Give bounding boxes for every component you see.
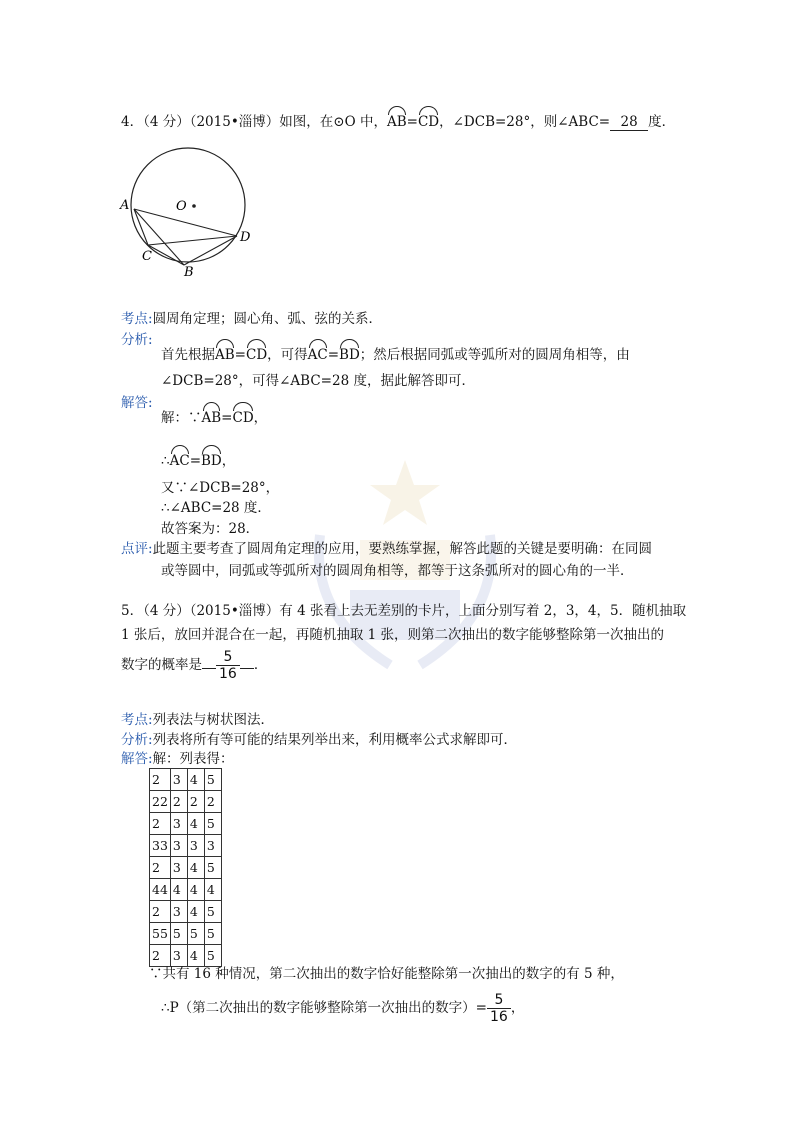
table-cell: 2	[150, 769, 171, 791]
table-cell: 5	[187, 923, 204, 945]
table-cell: 44	[150, 879, 171, 901]
q4-dianping-line2: 或等圆中，同弧或等弧所对的圆周角相等，都等于这条弧所对的圆心角的一半．	[161, 563, 634, 579]
table-cell: 5	[204, 857, 221, 879]
label-b: B	[184, 265, 194, 280]
table-cell: 4	[204, 879, 221, 901]
sol-fraction-numerator: 5	[487, 992, 511, 1009]
fenxi-arc-bd: BD	[339, 342, 360, 365]
q4-sol-line5: 故答案为：28．	[161, 521, 260, 537]
table-cell: 33	[150, 835, 171, 857]
label-a: A	[120, 198, 130, 213]
q5-line3-post: ．	[253, 657, 268, 673]
q4-arc-cd: CD	[418, 109, 439, 132]
q5-line3-pre: 数字的概率是	[121, 657, 202, 673]
q5-jieda	[121, 749, 234, 769]
q5-question-line1: 5．（4 分）（2015•淄博）有 4 张看上去无差别的卡片，上面分别写着 2，3，4，5．随机抽取	[121, 603, 687, 619]
fraction-denominator: 16	[219, 666, 237, 682]
q5-sol-line2: ∵共有 16 种情况，第二次抽出的数字恰好能整除第一次抽出的数字的有 5 种，	[149, 966, 624, 982]
q4-answer-blank: 28	[610, 115, 648, 131]
q4-kaodian	[121, 309, 382, 329]
table-cell: 5	[204, 769, 221, 791]
table-row	[150, 835, 222, 857]
q5-question-line3	[121, 649, 267, 682]
sol-arc-ab: AB	[202, 405, 222, 428]
q5-blank-right	[240, 656, 254, 669]
table-cell: 4	[187, 901, 204, 923]
table-cell: 3	[170, 945, 187, 967]
fenxi-arc-ac: AC	[308, 342, 328, 365]
label-c: C	[142, 249, 152, 264]
q5-fenxi-text: 列表将所有等可能的结果列举出来，利用概率公式求解即可．	[152, 732, 518, 748]
q4-dianping-line1	[121, 539, 652, 559]
q4-header-pre: 4．（4 分）（2015•淄博）如图，在⊙O 中，	[121, 114, 387, 130]
table-cell: 2	[150, 945, 171, 967]
q5-kaodian	[121, 710, 274, 730]
q5-jieda-label: 解答:	[121, 751, 153, 767]
q4-fenxi-line2: ∠DCB=28°，可得∠ABC=28 度，据此解答即可．	[161, 373, 475, 389]
q5-kaodian-text: 列表法与树状图法．	[152, 712, 275, 728]
table-cell: 3	[170, 769, 187, 791]
q5-kaodian-label: 考点:	[121, 712, 153, 728]
table-cell: 2	[150, 857, 171, 879]
table-cell: 4	[187, 945, 204, 967]
q4-sol-line3: 又∵∠DCB=28°，	[161, 480, 280, 496]
q5-fenxi-label: 分析:	[121, 732, 153, 748]
table-cell: 3	[204, 835, 221, 857]
dianping-text1: 此题主要考查了圆周角定理的应用，要熟练掌握，解答此题的关键是要明确：在同圆	[152, 541, 653, 557]
label-d: D	[240, 230, 251, 245]
table-cell: 2	[150, 901, 171, 923]
table-cell: 4	[187, 813, 204, 835]
q4-arc-ab: AB	[387, 109, 407, 132]
q5-sol-fraction	[487, 992, 511, 1025]
sol-fraction-denominator: 16	[489, 1009, 508, 1025]
table-cell: 22	[150, 791, 171, 813]
table-cell: 4	[187, 879, 204, 901]
q4-sol-line4: ∴∠ABC=28 度．	[161, 500, 271, 516]
q4-fenxi-label: 分析:	[121, 332, 153, 348]
fenxi1-pre: 首先根据	[161, 347, 215, 363]
table-cell: 3	[170, 813, 187, 835]
q5-sol1-text: 解：列表得：	[152, 751, 234, 767]
table-row	[150, 923, 222, 945]
table-cell: 2	[150, 813, 171, 835]
table-cell: 3	[170, 835, 187, 857]
q5-answer-fraction	[216, 649, 240, 682]
q5-blank-left	[202, 656, 216, 669]
table-row	[150, 813, 222, 835]
q4-question	[121, 109, 675, 132]
fenxi1-mid: ，可得	[267, 347, 308, 363]
sol1-pre: 解：∵	[161, 410, 202, 426]
q4-eq: =	[406, 114, 418, 130]
q5-fenxi	[121, 730, 517, 750]
fenxi-arc-ab: AB	[215, 342, 235, 365]
table-cell: 5	[204, 945, 221, 967]
kaodian-text: 圆周角定理；圆心角、弧、弦的关系．	[152, 311, 383, 327]
table-cell: 5	[204, 901, 221, 923]
q4-sol-line2: ∴AC=BD，	[161, 448, 235, 471]
kaodian-label: 考点:	[121, 311, 153, 327]
table-cell: 3	[170, 857, 187, 879]
table-cell: 3	[170, 901, 187, 923]
q4-fenxi-line1: 首先根据AB=CD，可得AC=BD；然后根据同弧或等弧所对的圆周角相等，由	[161, 342, 630, 365]
fenxi-arc-cd: CD	[246, 342, 267, 365]
sol-arc-cd: CD	[232, 405, 253, 428]
q5-sol-line3	[161, 992, 524, 1025]
table-cell: 4	[187, 857, 204, 879]
table-cell: 2	[187, 791, 204, 813]
sol2-pre: ∴	[161, 453, 170, 469]
table-row	[150, 769, 222, 791]
table-cell: 5	[204, 923, 221, 945]
sol2-post: ，	[221, 453, 236, 469]
fraction-numerator: 5	[216, 649, 240, 666]
q5-sol3-post: ，	[510, 1000, 525, 1016]
table-cell: 3	[187, 835, 204, 857]
table-cell: 4	[170, 879, 187, 901]
table-row	[150, 879, 222, 901]
table-row	[150, 901, 222, 923]
q4-sol-line1: 解：∵AB=CD，	[161, 405, 267, 428]
sol-arc-ac: AC	[170, 448, 190, 471]
table-cell: 2	[170, 791, 187, 813]
table-row	[150, 791, 222, 813]
q4-header-mid: ，∠DCB=28°，则∠ABC=	[439, 114, 611, 130]
label-o: O	[176, 199, 187, 214]
sol1-post: ，	[253, 410, 268, 426]
q4-header-post: 度．	[648, 114, 676, 130]
q5-sol3-pre: ∴P（第二次抽出的数字能够整除第一次抽出的数字）=	[161, 1000, 487, 1016]
dianping-label: 点评:	[121, 541, 153, 557]
table-cell: 5	[170, 923, 187, 945]
sol-arc-bd: BD	[201, 448, 222, 471]
table-cell: 5	[204, 813, 221, 835]
q4-jieda-label: 解答:	[121, 395, 153, 411]
q5-question-line2: 1 张后，放回并混合在一起，再随机抽取 1 张，则第二次抽出的数字能够整除第一次抽出的	[121, 627, 665, 643]
table-row	[150, 857, 222, 879]
table-cell: 55	[150, 923, 171, 945]
fenxi1-post: ；然后根据同弧或等弧所对的圆周角相等，由	[359, 347, 630, 363]
table-cell: 4	[187, 769, 204, 791]
outcome-table	[149, 768, 222, 967]
table-cell: 2	[204, 791, 221, 813]
circle-figure	[112, 145, 272, 280]
